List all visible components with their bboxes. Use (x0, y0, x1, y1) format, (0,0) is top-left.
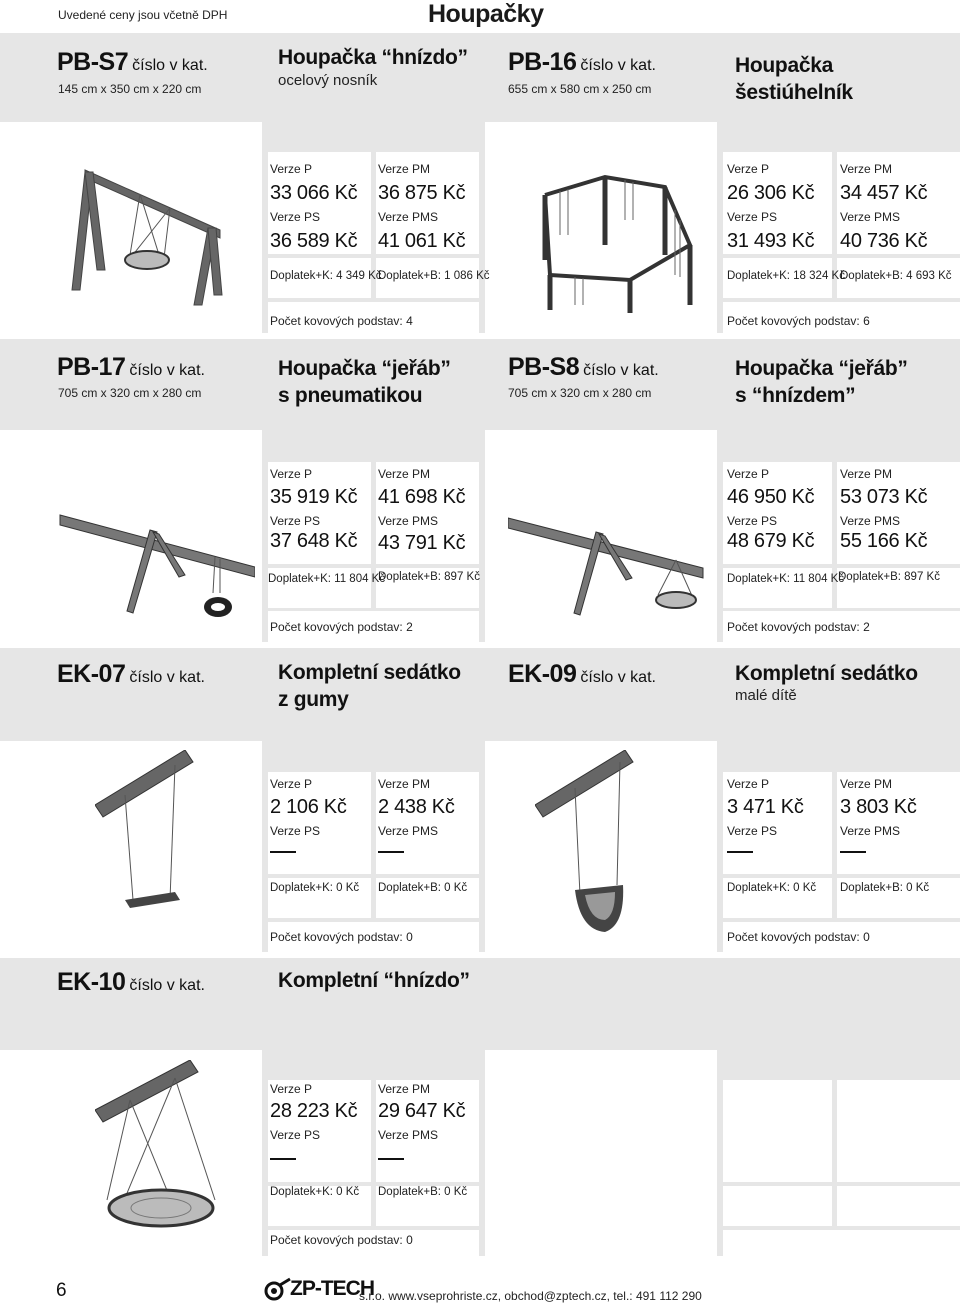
version-p-label: Verze P (270, 1082, 313, 1096)
price-pm: 2 438 Kč (378, 796, 455, 818)
base-count: Počet kovových podstav: 4 (270, 314, 413, 328)
empty-cell (837, 1080, 960, 1182)
base-count: Počet kovových podstav: 0 (727, 930, 870, 944)
version-ps-label: Verze PS (270, 514, 321, 528)
price-p: 33 066 Kč (270, 182, 358, 204)
product-dimensions: 705 cm x 320 cm x 280 cm (58, 386, 202, 400)
surcharge-k: Doplatek+K: 4 349 Kč (270, 270, 382, 282)
product-code: EK-07 číslo v kat. (57, 660, 205, 688)
product-name: Houpačka “jeřáb” (735, 357, 908, 380)
version-pms-label: Verze PMS (840, 514, 901, 528)
surcharge-k: Doplatek+K: 11 804 Kč (268, 573, 386, 585)
logo-text: ZP-TECH (290, 1277, 374, 1300)
base-count: Počet kovových podstav: 0 (270, 930, 413, 944)
surcharge-b: Doplatek+B: 897 Kč (378, 571, 480, 583)
version-ps-label: Verze PS (270, 1128, 321, 1142)
price-p: 35 919 Kč (270, 486, 358, 508)
product-name: Kompletní sedátko (735, 662, 918, 685)
footer-contact: s.r.o. www.vseprohriste.cz, obchod@zptech.cz, tel.: 491 112 290 (359, 1289, 702, 1303)
price-pm: 53 073 Kč (840, 486, 928, 508)
price-pm: 34 457 Kč (840, 182, 928, 204)
price-ps-unavailable (270, 1158, 296, 1160)
product-name-line2: s “hnízdem” (735, 384, 856, 407)
complete-nest-image (95, 1060, 235, 1245)
price-pms: 40 736 Kč (840, 230, 928, 252)
version-pm-label: Verze PM (840, 162, 893, 176)
version-pms-label: Verze PMS (378, 514, 439, 528)
product-dimensions: 705 cm x 320 cm x 280 cm (508, 386, 652, 400)
version-pms-label: Verze PMS (378, 1128, 439, 1142)
price-pms: 41 061 Kč (378, 230, 466, 252)
version-pm-label: Verze PM (378, 162, 431, 176)
rubber-seat-image (95, 750, 225, 940)
price-p: 46 950 Kč (727, 486, 815, 508)
version-p-label: Verze P (270, 162, 313, 176)
hexagon-swing-image (510, 165, 700, 315)
base-count: Počet kovových podstav: 0 (270, 1233, 413, 1247)
crane-tire-swing-image (55, 505, 255, 625)
price-ps: 48 679 Kč (727, 530, 815, 552)
surcharge-b: Doplatek+B: 897 Kč (838, 571, 940, 583)
product-subtitle: ocelový nosník (278, 72, 378, 89)
empty-image-box (485, 1050, 717, 1256)
price-ps: 37 648 Kč (270, 530, 358, 552)
price-pm: 41 698 Kč (378, 486, 466, 508)
version-ps-label: Verze PS (270, 824, 321, 838)
price-pm: 36 875 Kč (378, 182, 466, 204)
price-p: 2 106 Kč (270, 796, 347, 818)
price-pms: 55 166 Kč (840, 530, 928, 552)
product-subtitle: malé dítě (735, 687, 797, 704)
version-ps-label: Verze PS (727, 210, 778, 224)
base-count: Počet kovových podstav: 2 (727, 620, 870, 634)
product-name: Houpačka “hnízdo” (278, 46, 468, 69)
price-pm: 29 647 Kč (378, 1100, 466, 1122)
version-p-label: Verze P (270, 467, 313, 481)
product-name: Houpačka “jeřáb” (278, 357, 451, 380)
surcharge-k: Doplatek+K: 18 324 Kč (727, 270, 845, 282)
price-ps-unavailable (270, 851, 296, 853)
version-pms-label: Verze PMS (840, 210, 901, 224)
price-ps: 36 589 Kč (270, 230, 358, 252)
product-name: Kompletní sedátko (278, 661, 461, 684)
baby-seat-image (535, 750, 665, 940)
empty-cell (837, 1186, 960, 1226)
surcharge-b: Doplatek+B: 4 693 Kč (840, 270, 952, 282)
surcharge-k: Doplatek+K: 11 804 Kč (727, 573, 845, 585)
version-ps-label: Verze PS (270, 210, 321, 224)
version-ps-label: Verze PS (727, 824, 778, 838)
product-dimensions: 145 cm x 350 cm x 220 cm (58, 82, 202, 96)
page-header (0, 0, 960, 34)
base-count: Počet kovových podstav: 2 (270, 620, 413, 634)
product-name: Houpačka (735, 54, 833, 77)
price-pms-unavailable (378, 1158, 404, 1160)
product-name: Kompletní “hnízdo” (278, 969, 470, 992)
version-pm-label: Verze PM (840, 777, 893, 791)
surcharge-b: Doplatek+B: 1 086 Kč (378, 270, 490, 282)
surcharge-k: Doplatek+K: 0 Kč (270, 1186, 360, 1198)
version-pms-label: Verze PMS (840, 824, 901, 838)
product-code: EK-09 číslo v kat. (508, 660, 656, 688)
product-dimensions: 655 cm x 580 cm x 250 cm (508, 82, 652, 96)
version-pm-label: Verze PM (840, 467, 893, 481)
version-ps-label: Verze PS (727, 514, 778, 528)
page-title: Houpačky (428, 0, 544, 28)
price-pm: 3 803 Kč (840, 796, 917, 818)
empty-cell (723, 1080, 832, 1182)
surcharge-k: Doplatek+K: 0 Kč (727, 882, 817, 894)
surcharge-b: Doplatek+B: 0 Kč (378, 882, 468, 894)
product-code: PB-S8 číslo v kat. (508, 353, 659, 381)
base-count: Počet kovových podstav: 6 (727, 314, 870, 328)
product-code: PB-S7 číslo v kat. (57, 48, 208, 76)
version-pms-label: Verze PMS (378, 824, 439, 838)
price-pms-unavailable (378, 851, 404, 853)
price-pms-unavailable (840, 851, 866, 853)
version-p-label: Verze P (727, 467, 770, 481)
version-pms-label: Verze PMS (378, 210, 439, 224)
version-pm-label: Verze PM (378, 777, 431, 791)
version-p-label: Verze P (727, 777, 770, 791)
price-pms: 43 791 Kč (378, 532, 466, 554)
product-name-line2: z gumy (278, 688, 349, 711)
price-p: 28 223 Kč (270, 1100, 358, 1122)
product-code: PB-17 číslo v kat. (57, 353, 205, 381)
page-number: 6 (56, 1280, 67, 1301)
surcharge-b: Doplatek+B: 0 Kč (840, 882, 930, 894)
product-code: EK-10 číslo v kat. (57, 968, 205, 996)
version-p-label: Verze P (270, 777, 313, 791)
surcharge-k: Doplatek+K: 0 Kč (270, 882, 360, 894)
version-p-label: Verze P (727, 162, 770, 176)
price-ps: 31 493 Kč (727, 230, 815, 252)
version-pm-label: Verze PM (378, 1082, 431, 1096)
price-p: 26 306 Kč (727, 182, 815, 204)
surcharge-b: Doplatek+B: 0 Kč (378, 1186, 468, 1198)
version-pm-label: Verze PM (378, 467, 431, 481)
product-code: PB-16 číslo v kat. (508, 48, 656, 76)
empty-cell (723, 1230, 960, 1256)
price-ps-unavailable (727, 851, 753, 853)
product-name-line2: šestiúhelník (735, 81, 853, 104)
empty-cell (723, 1186, 832, 1226)
crane-nest-swing-image (508, 510, 708, 630)
product-name-line2: s pneumatikou (278, 384, 423, 407)
nest-swing-aframe-image (60, 160, 235, 310)
vat-note: Uvedené ceny jsou včetně DPH (58, 8, 228, 22)
price-p: 3 471 Kč (727, 796, 804, 818)
